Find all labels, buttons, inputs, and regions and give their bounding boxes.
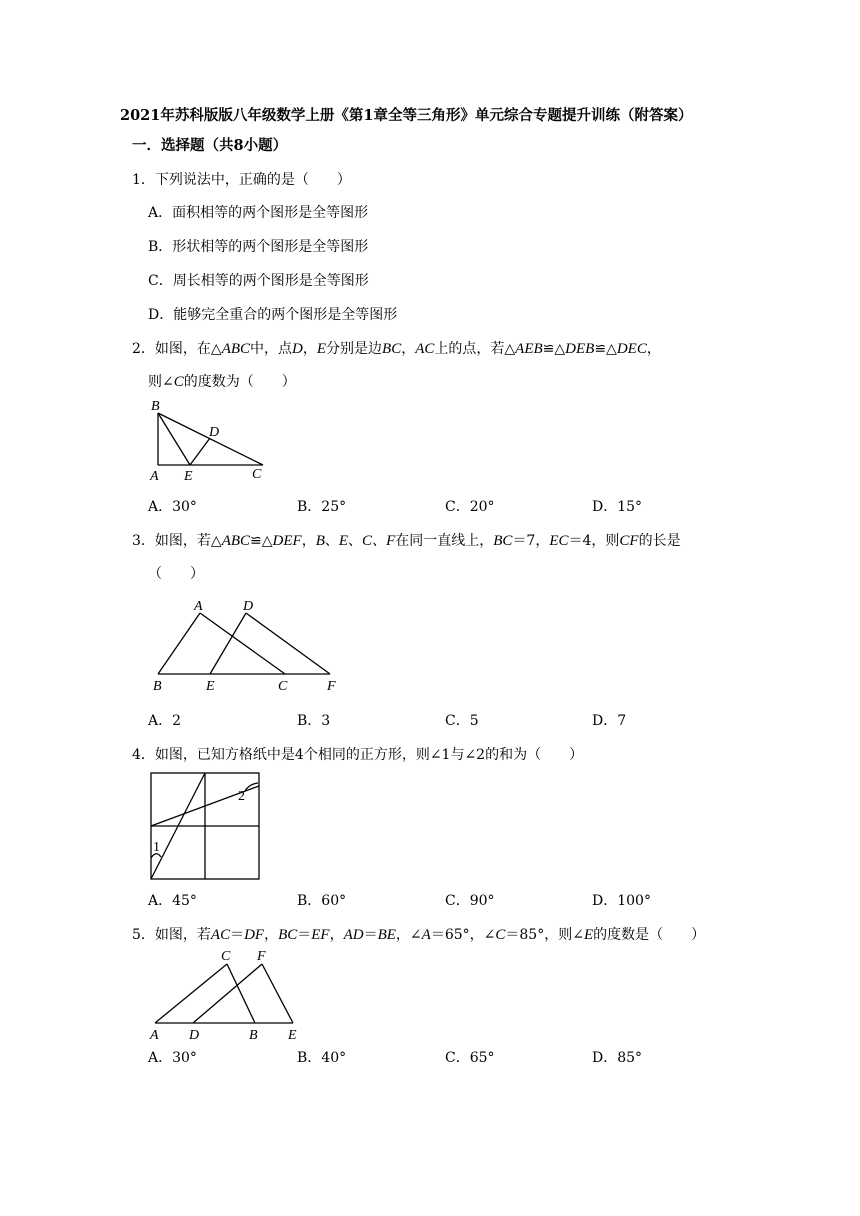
- q5-label-f: F: [257, 949, 266, 964]
- document-title: 2021年苏科版版八年级数学上册《第1章全等三角形》单元综合专题提升训练（附答案）: [120, 107, 693, 124]
- q4-angle-label-1: 1: [153, 840, 160, 855]
- q2-label-e: E: [184, 469, 193, 484]
- q4-option-a: A．45°: [148, 893, 197, 909]
- q3-option-c: C．5: [445, 713, 479, 729]
- question-3-stem-line1: 3．如图，若△ABC≌△DEF，B、E、C、F在同一直线上，BC＝7，EC＝4，则CF的长是: [132, 533, 681, 549]
- section-heading: 一．选择题（共8小题）: [132, 137, 288, 154]
- q2-option-a: A．30°: [148, 499, 197, 515]
- question-4-stem: 4．如图，已知方格纸中是4个相同的正方形，则∠1与∠2的和为（ ）: [132, 747, 584, 763]
- q4-grid-figure: [148, 770, 263, 882]
- question-5-stem: 5．如图，若AC＝DF，BC＝EF，AD＝BE，∠A＝65°，∠C＝85°，则∠E的度数是（ ）: [132, 927, 706, 943]
- q5-label-d: D: [189, 1028, 200, 1043]
- q5-option-a: A．30°: [148, 1050, 197, 1066]
- q2-triangle-figure: [145, 395, 275, 485]
- q3-label-e: E: [206, 679, 215, 693]
- q4-option-b: B．60°: [297, 893, 347, 909]
- q3-triangles-figure: [148, 593, 353, 693]
- q4-angle-label-2: 2: [238, 789, 245, 804]
- q5-label-c: C: [221, 949, 231, 964]
- question-2-stem-line1: 2．如图，在△ABC中，点D，E分别是边BC，AC上的点，若△AEB≌△DEB≌△DEC，: [132, 341, 661, 357]
- q3-option-b: B．3: [297, 713, 331, 729]
- q4-option-c: C．90°: [445, 893, 495, 909]
- q3-label-b: B: [153, 679, 162, 693]
- q5-option-b: B．40°: [297, 1050, 347, 1066]
- question-1-stem: 1．下列说法中，正确的是（ ）: [132, 172, 351, 188]
- q2-option-c: C．20°: [445, 499, 495, 515]
- q2-option-b: B．25°: [297, 499, 347, 515]
- q5-option-c: C．65°: [445, 1050, 495, 1066]
- q2-option-d: D．15°: [592, 499, 643, 515]
- q5-option-d: D．85°: [592, 1050, 643, 1066]
- q2-label-a: A: [150, 469, 159, 484]
- q5-triangles-figure: [145, 945, 310, 1045]
- q2-label-b: B: [151, 399, 160, 414]
- q3-option-a: A．2: [148, 713, 182, 729]
- q2-label-c: C: [252, 467, 262, 482]
- q3-label-f: F: [327, 679, 336, 693]
- q2-label-d: D: [209, 425, 220, 440]
- q3-label-a: A: [194, 599, 203, 614]
- q3-label-d: D: [243, 599, 254, 614]
- q4-option-d: D．100°: [592, 893, 651, 909]
- question-3-stem-line2: （ ）: [148, 566, 204, 582]
- q1-option-d: D．能够完全重合的两个图形是全等图形: [148, 307, 398, 323]
- q3-label-c: C: [278, 679, 288, 693]
- q1-option-a: A．面积相等的两个图形是全等图形: [148, 205, 369, 221]
- q5-label-e: E: [288, 1028, 297, 1043]
- q3-option-d: D．7: [592, 713, 627, 729]
- q1-option-c: C．周长相等的两个图形是全等图形: [148, 273, 369, 289]
- q5-label-a: A: [150, 1028, 159, 1043]
- question-2-stem-line2: 则∠C的度数为（ ）: [148, 374, 296, 390]
- q5-label-b: B: [249, 1028, 258, 1043]
- q1-option-b: B．形状相等的两个图形是全等图形: [148, 239, 369, 255]
